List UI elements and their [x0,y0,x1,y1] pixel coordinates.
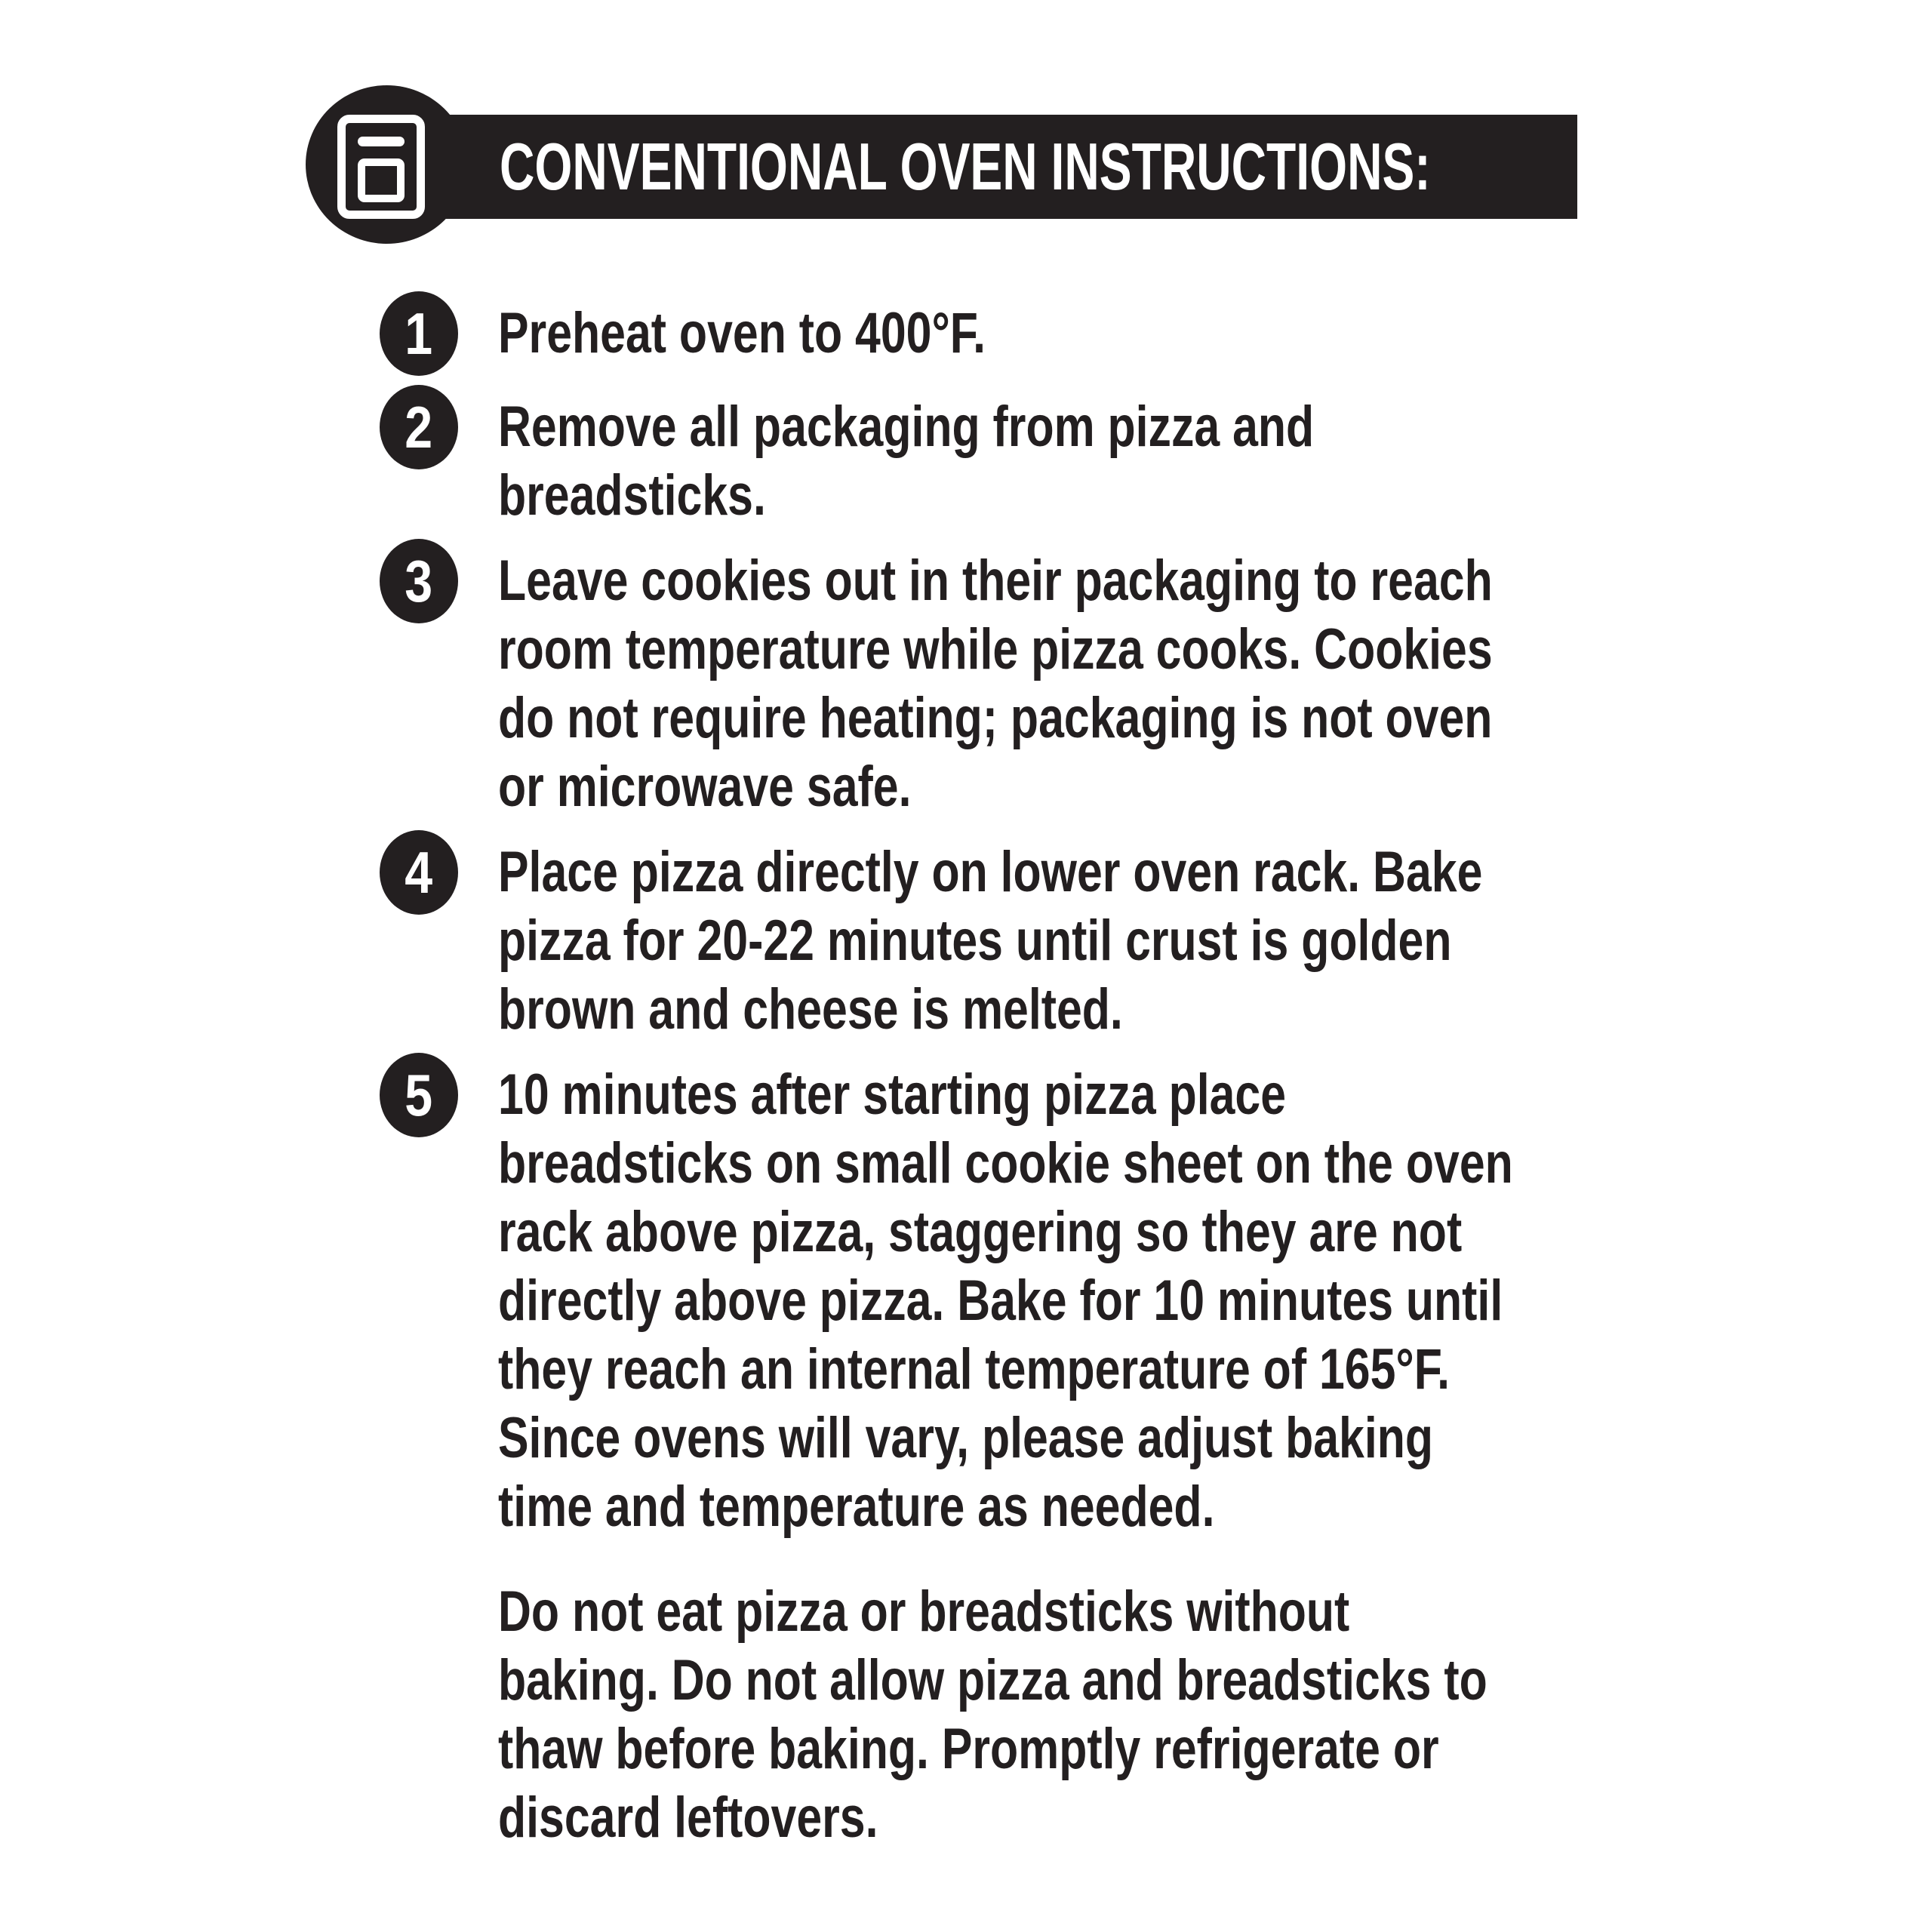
instruction-line: or microwave safe. [498,755,912,819]
step-number: 1 [405,300,433,367]
warning-line: discard leftovers. [498,1786,878,1850]
step-4-number-badge [380,830,458,915]
step-2 [380,392,1663,530]
step-number: 2 [405,394,433,460]
page-title: CONVENTIONAL OVEN INSTRUCTIONS: [500,129,1431,204]
step-1 [380,299,1663,376]
instruction-line: do not require heating; packaging is not oven [498,686,1493,750]
step-number: 5 [405,1062,433,1128]
warning-line: Do not eat pizza or breadsticks without [498,1580,1350,1644]
instruction-line: brown and cheese is melted. [498,977,1123,1041]
instruction-line: they reach an internal temperature of 165°F. [498,1337,1451,1401]
step-3 [380,546,1663,821]
warning-paragraph [380,1577,1663,1852]
instructions-list [380,299,1663,1869]
step-5-number-badge [380,1053,458,1137]
instruction-line: breadsticks. [498,463,766,528]
header-bar [386,115,1577,219]
oven-door-window [358,158,405,202]
instruction-line: rack above pizza, staggering so they are not [498,1200,1463,1264]
step-3-number-badge [380,539,458,623]
step-5 [380,1060,1663,1541]
step-1-number-badge [380,291,458,376]
instruction-line: time and temperature as needed. [498,1475,1215,1539]
instruction-line: Remove all packaging from pizza and [498,395,1315,459]
oven-icon [337,115,425,219]
instruction-line: Preheat oven to 400°F. [498,301,986,365]
warning-line: thaw before baking. Promptly refrigerate or [498,1717,1439,1781]
instruction-line: breadsticks on small cookie sheet on the oven [498,1131,1513,1195]
instruction-line: Place pizza directly on lower oven rack. Bake [498,840,1483,904]
instruction-line: room temperature while pizza cooks. Cookies [498,617,1493,681]
warning-line: baking. Do not allow pizza and breadsticks to [498,1648,1487,1712]
step-number: 3 [405,548,433,614]
instruction-line: Since ovens will vary, please adjust baking [498,1406,1434,1470]
step-4 [380,838,1663,1044]
oven-broil-element [358,137,405,146]
instruction-line: Leave cookies out in their packaging to reach [498,549,1493,613]
step-number: 4 [405,839,433,906]
instruction-line: 10 minutes after starting pizza place [498,1063,1287,1127]
step-2-number-badge [380,385,458,469]
instruction-line: directly above pizza. Bake for 10 minutes until [498,1269,1503,1333]
instruction-line: pizza for 20-22 minutes until crust is golden [498,909,1452,973]
